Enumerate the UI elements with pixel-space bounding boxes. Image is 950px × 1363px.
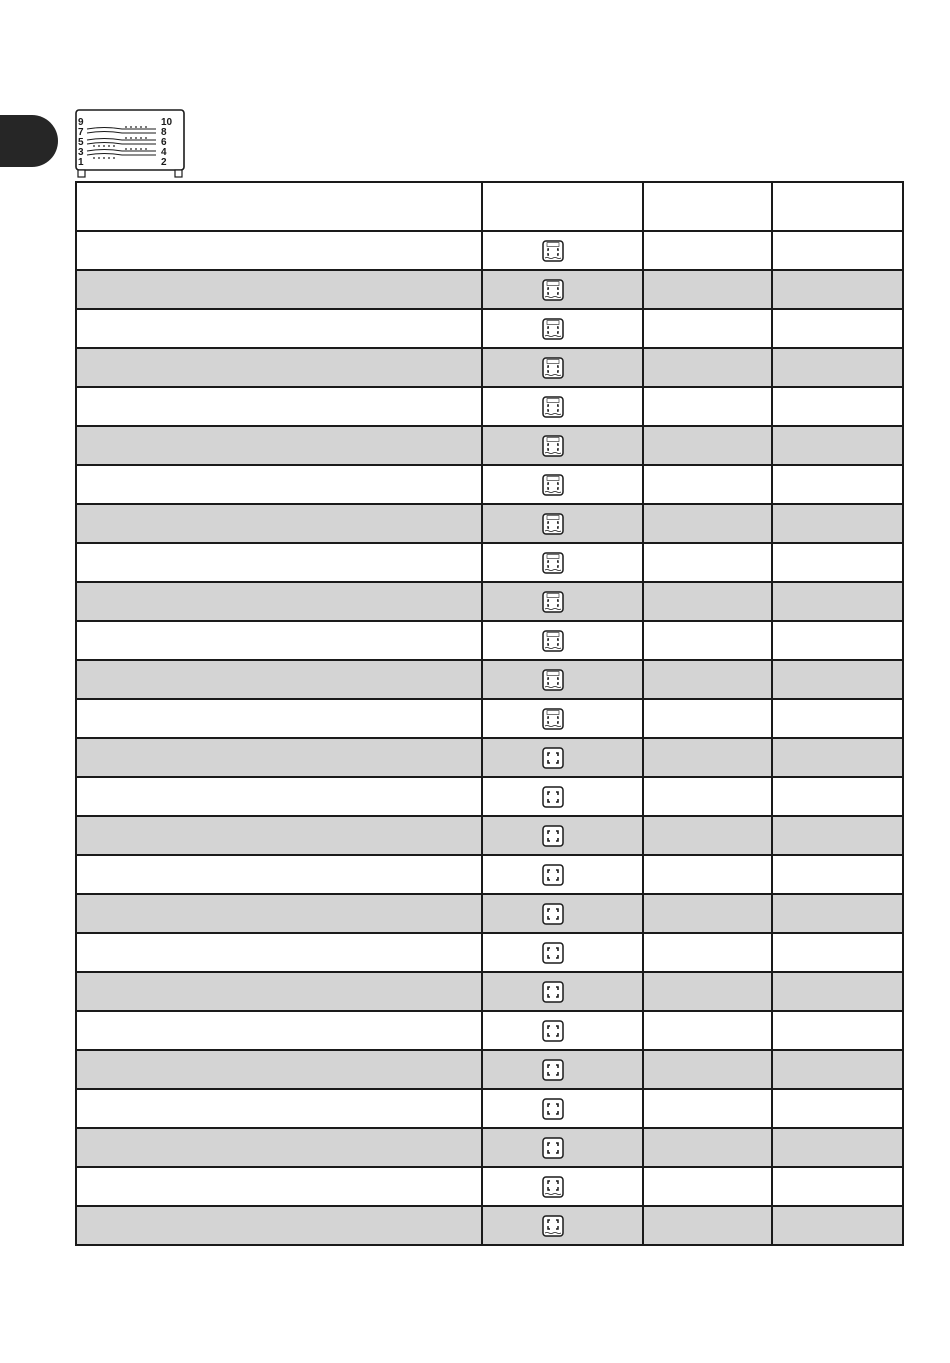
fan-bottom-heat-icon xyxy=(541,1175,565,1199)
temp-cell xyxy=(772,1128,903,1167)
level-2-label: 2 xyxy=(161,157,167,168)
time-cell xyxy=(643,543,772,582)
table-row xyxy=(76,543,903,582)
time-cell xyxy=(643,465,772,504)
temp-cell xyxy=(772,309,903,348)
temp-cell xyxy=(772,231,903,270)
temp-cell xyxy=(772,1011,903,1050)
mode-cell xyxy=(482,348,643,387)
table-row xyxy=(76,1089,903,1128)
level-10-label: 10 xyxy=(161,117,173,128)
food-cell xyxy=(76,855,482,894)
mode-cell xyxy=(482,1011,643,1050)
level-3-label: 3 xyxy=(78,147,84,158)
cooking-table xyxy=(75,181,902,1246)
table-row xyxy=(76,270,903,309)
turbo-fan-icon xyxy=(541,278,565,302)
table-row xyxy=(76,777,903,816)
time-cell xyxy=(643,1167,772,1206)
turbo-fan-icon xyxy=(541,707,565,731)
turbo-fan-icon xyxy=(541,629,565,653)
temp-cell xyxy=(772,348,903,387)
mode-cell xyxy=(482,738,643,777)
mode-cell xyxy=(482,621,643,660)
time-cell xyxy=(643,972,772,1011)
mode-cell xyxy=(482,816,643,855)
time-cell xyxy=(643,309,772,348)
turbo-fan-icon xyxy=(541,668,565,692)
time-cell xyxy=(643,1089,772,1128)
table-row xyxy=(76,894,903,933)
mode-cell xyxy=(482,1167,643,1206)
temp-cell xyxy=(772,699,903,738)
table-row xyxy=(76,1050,903,1089)
turbo-fan-icon xyxy=(541,473,565,497)
fan-icon xyxy=(541,1136,565,1160)
food-cell xyxy=(76,816,482,855)
food-cell xyxy=(76,933,482,972)
turbo-fan-icon xyxy=(541,590,565,614)
fan-icon xyxy=(541,1019,565,1043)
food-cell xyxy=(76,1050,482,1089)
turbo-fan-icon xyxy=(541,551,565,575)
fan-icon xyxy=(541,746,565,770)
food-cell xyxy=(76,348,482,387)
time-cell xyxy=(643,1128,772,1167)
table-header-row xyxy=(76,182,903,231)
time-cell xyxy=(643,1011,772,1050)
fan-icon xyxy=(541,1058,565,1082)
food-cell xyxy=(76,504,482,543)
food-cell xyxy=(76,387,482,426)
food-cell xyxy=(76,660,482,699)
mode-cell xyxy=(482,270,643,309)
time-cell xyxy=(643,933,772,972)
table-row xyxy=(76,855,903,894)
mode-cell xyxy=(482,933,643,972)
temp-cell xyxy=(772,426,903,465)
fan-icon xyxy=(541,824,565,848)
mode-cell xyxy=(482,309,643,348)
time-cell xyxy=(643,621,772,660)
table-row xyxy=(76,972,903,1011)
temp-cell xyxy=(772,1206,903,1245)
food-cell xyxy=(76,972,482,1011)
food-cell xyxy=(76,1011,482,1050)
mode-cell xyxy=(482,894,643,933)
food-cell xyxy=(76,543,482,582)
food-cell xyxy=(76,231,482,270)
mode-cell xyxy=(482,1128,643,1167)
mode-cell xyxy=(482,387,643,426)
table-row xyxy=(76,309,903,348)
temp-cell xyxy=(772,582,903,621)
temp-cell xyxy=(772,1167,903,1206)
table-row xyxy=(76,348,903,387)
mode-cell xyxy=(482,582,643,621)
fan-icon xyxy=(541,863,565,887)
temp-cell xyxy=(772,855,903,894)
temp-cell xyxy=(772,543,903,582)
time-cell xyxy=(643,348,772,387)
time-cell xyxy=(643,1206,772,1245)
mode-cell xyxy=(482,426,643,465)
food-cell xyxy=(76,1167,482,1206)
turbo-fan-icon xyxy=(541,317,565,341)
food-cell xyxy=(76,777,482,816)
time-cell xyxy=(643,699,772,738)
food-cell xyxy=(76,1206,482,1245)
mode-cell xyxy=(482,1206,643,1245)
table-row xyxy=(76,387,903,426)
turbo-fan-icon xyxy=(541,512,565,536)
time-cell xyxy=(643,1050,772,1089)
food-cell xyxy=(76,582,482,621)
fan-icon xyxy=(541,980,565,1004)
time-cell xyxy=(643,387,772,426)
header-food xyxy=(76,182,482,231)
turbo-fan-icon xyxy=(541,239,565,263)
table-row xyxy=(76,699,903,738)
table-row xyxy=(76,1128,903,1167)
turbo-fan-icon xyxy=(541,395,565,419)
table-row xyxy=(76,231,903,270)
food-cell xyxy=(76,426,482,465)
time-cell xyxy=(643,738,772,777)
level-7-label: 7 xyxy=(78,127,84,138)
turbo-fan-icon xyxy=(541,356,565,380)
temp-cell xyxy=(772,933,903,972)
mode-cell xyxy=(482,231,643,270)
food-cell xyxy=(76,270,482,309)
fan-icon xyxy=(541,941,565,965)
table-row xyxy=(76,1167,903,1206)
mode-cell xyxy=(482,777,643,816)
fan-icon xyxy=(541,785,565,809)
food-cell xyxy=(76,738,482,777)
food-cell xyxy=(76,621,482,660)
mode-cell xyxy=(482,855,643,894)
temp-cell xyxy=(772,777,903,816)
level-5-label: 5 xyxy=(78,137,84,148)
table-row xyxy=(76,816,903,855)
mode-cell xyxy=(482,504,643,543)
level-1-label: 1 xyxy=(78,157,84,168)
mode-cell xyxy=(482,1050,643,1089)
table-row xyxy=(76,1206,903,1245)
fan-icon xyxy=(541,1097,565,1121)
temp-cell xyxy=(772,738,903,777)
mode-cell xyxy=(482,465,643,504)
food-cell xyxy=(76,309,482,348)
time-cell xyxy=(643,660,772,699)
temp-cell xyxy=(772,621,903,660)
temp-cell xyxy=(772,1050,903,1089)
temp-cell xyxy=(772,1089,903,1128)
table-row xyxy=(76,465,903,504)
table-row xyxy=(76,1011,903,1050)
temp-cell xyxy=(772,894,903,933)
food-cell xyxy=(76,1089,482,1128)
food-cell xyxy=(76,1128,482,1167)
mode-cell xyxy=(482,972,643,1011)
table-row xyxy=(76,660,903,699)
time-cell xyxy=(643,894,772,933)
temp-cell xyxy=(772,816,903,855)
header-mode xyxy=(482,182,643,231)
temp-cell xyxy=(772,387,903,426)
fan-bottom-heat-icon xyxy=(541,1214,565,1238)
table-row xyxy=(76,504,903,543)
time-cell xyxy=(643,855,772,894)
time-cell xyxy=(643,270,772,309)
food-cell xyxy=(76,699,482,738)
table-row xyxy=(76,582,903,621)
table-row xyxy=(76,621,903,660)
mode-cell xyxy=(482,699,643,738)
temp-cell xyxy=(772,660,903,699)
time-cell xyxy=(643,582,772,621)
table-row xyxy=(76,426,903,465)
language-side-tab xyxy=(0,115,58,167)
time-cell xyxy=(643,816,772,855)
time-cell xyxy=(643,231,772,270)
mode-cell xyxy=(482,543,643,582)
level-4-label: 4 xyxy=(161,147,167,158)
oven-shelf-levels-diagram xyxy=(74,109,186,179)
header-temp xyxy=(772,182,903,231)
time-cell xyxy=(643,777,772,816)
mode-cell xyxy=(482,660,643,699)
temp-cell xyxy=(772,270,903,309)
temp-cell xyxy=(772,972,903,1011)
header-time xyxy=(643,182,772,231)
level-8-label: 8 xyxy=(161,127,167,138)
table-row xyxy=(76,933,903,972)
level-6-label: 6 xyxy=(161,137,167,148)
food-cell xyxy=(76,894,482,933)
temp-cell xyxy=(772,465,903,504)
temp-cell xyxy=(772,504,903,543)
level-9-label: 9 xyxy=(78,117,84,128)
food-cell xyxy=(76,465,482,504)
mode-cell xyxy=(482,1089,643,1128)
time-cell xyxy=(643,426,772,465)
fan-icon xyxy=(541,902,565,926)
turbo-fan-icon xyxy=(541,434,565,458)
table-row xyxy=(76,738,903,777)
time-cell xyxy=(643,504,772,543)
